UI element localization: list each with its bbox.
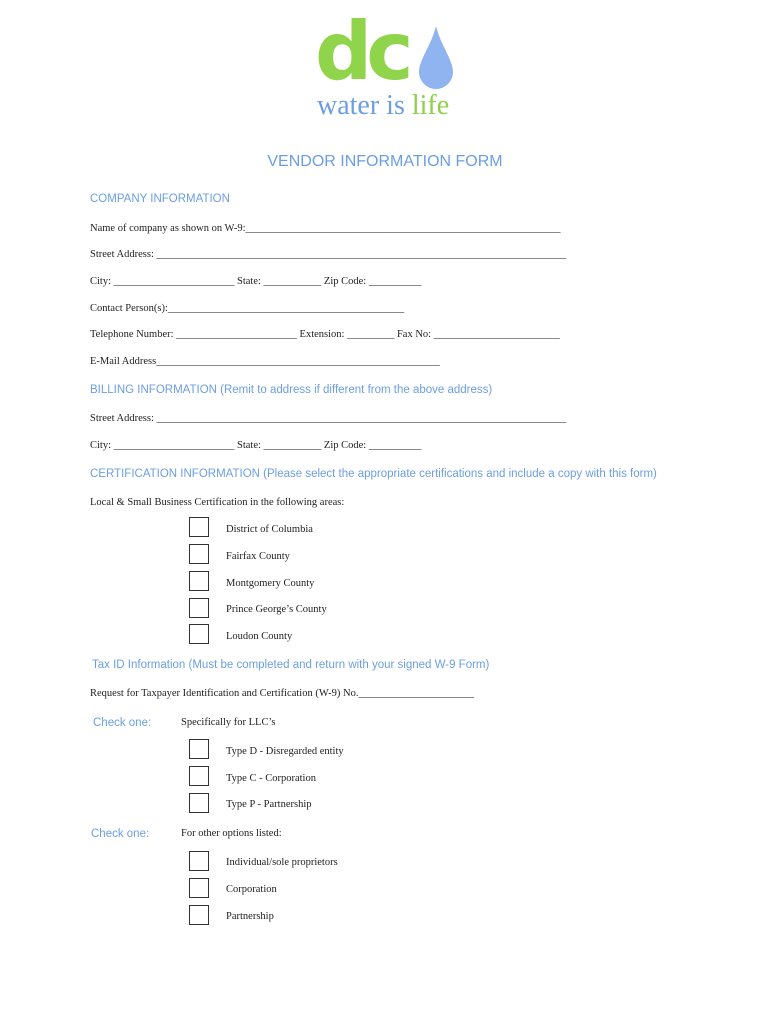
billing-city-state-zip-field[interactable]: City: _______________________ State: ___________ Zip Code: __________: [90, 440, 422, 451]
water-drop-icon: [419, 26, 453, 90]
logo-mark: dc: [315, 5, 408, 98]
logo-tagline-water: water is: [317, 90, 412, 121]
option-district-of-columbia: District of Columbia: [226, 524, 313, 535]
certification-info-heading: CERTIFICATION INFORMATION (Please select the appropriate certifications and include a copy with this form): [90, 468, 657, 480]
checkbox-corporation[interactable]: [189, 878, 209, 898]
option-montgomery-county: Montgomery County: [226, 578, 315, 589]
form-title: VENDOR INFORMATION FORM: [267, 153, 503, 170]
option-type-p: Type P - Partnership: [226, 799, 312, 810]
check-one-llc-label: Check one:: [93, 717, 152, 729]
llc-description: Specifically for LLC’s: [181, 717, 276, 728]
checkbox-partnership[interactable]: [189, 905, 209, 925]
checkbox-district-of-columbia[interactable]: [189, 517, 209, 537]
company-city-state-zip-field[interactable]: City: _______________________ State: ___________ Zip Code: __________: [90, 276, 422, 287]
logo-tagline: [317, 90, 449, 122]
checkbox-montgomery-county[interactable]: [189, 571, 209, 591]
billing-street-field[interactable]: Street Address: ______________________________________________________________________________: [90, 413, 566, 424]
company-street-field[interactable]: Street Address: ______________________________________________________________________________: [90, 249, 566, 260]
checkbox-type-d[interactable]: [189, 739, 209, 759]
option-type-d: Type D - Disregarded entity: [226, 746, 344, 757]
contact-person-field[interactable]: Contact Person(s):_____________________________________________: [90, 303, 405, 314]
checkbox-fairfax-county[interactable]: [189, 544, 209, 564]
checkbox-individual-sole-proprietors[interactable]: [189, 851, 209, 871]
checkbox-prince-georges-county[interactable]: [189, 598, 209, 618]
certification-intro: Local & Small Business Certification in the following areas:: [90, 497, 345, 508]
w9-number-field[interactable]: Request for Taxpayer Identification and Certification (W-9) No.______________________: [90, 688, 474, 699]
checkbox-type-p[interactable]: [189, 793, 209, 813]
company-name-field[interactable]: Name of company as shown on W-9:____________________________________________________________: [90, 223, 561, 234]
checkbox-type-c[interactable]: [189, 766, 209, 786]
option-fairfax-county: Fairfax County: [226, 551, 290, 562]
telephone-extension-fax-field[interactable]: Telephone Number: _______________________ Extension: _________ Fax No: ________________________: [90, 329, 560, 340]
dc-water-logo: [315, 5, 465, 122]
option-individual-sole-proprietors: Individual/sole proprietors: [226, 857, 338, 868]
option-loudon-county: Loudon County: [226, 631, 293, 642]
option-prince-georges-county: Prince George’s County: [226, 604, 327, 615]
billing-info-heading: BILLING INFORMATION (Remit to address if different from the above address): [90, 384, 493, 396]
logo-tagline-life: life: [411, 90, 450, 121]
other-options-description: For other options listed:: [181, 828, 282, 839]
tax-id-heading: Tax ID Information (Must be completed and return with your signed W-9 Form): [92, 659, 490, 671]
option-partnership: Partnership: [226, 911, 274, 922]
email-field[interactable]: E-Mail Address______________________________________________________: [90, 356, 440, 367]
checkbox-loudon-county[interactable]: [189, 624, 209, 644]
company-info-heading: COMPANY INFORMATION: [90, 193, 230, 205]
check-one-other-label: Check one:: [91, 828, 150, 840]
option-corporation: Corporation: [226, 884, 277, 895]
option-type-c: Type C - Corporation: [226, 773, 316, 784]
